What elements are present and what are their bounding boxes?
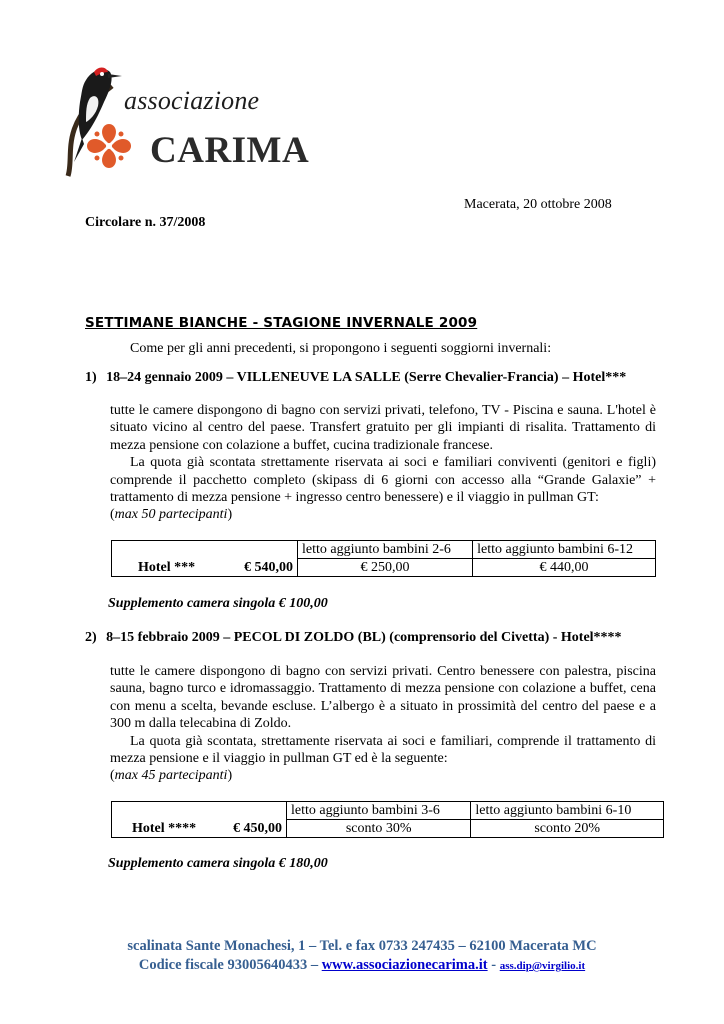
section-title: SETTIMANE BIANCHE - STAGIONE INVERNALE 2009	[85, 315, 478, 331]
offer-heading	[85, 370, 626, 386]
circular-number: Circolare n. 37/2008	[85, 215, 206, 230]
table-value: sconto 20%	[471, 820, 664, 838]
email-link[interactable]: ass.dip@virgilio.it	[499, 960, 586, 972]
logo-brand: CARIMA	[150, 130, 310, 171]
offer-paragraph: tutte le camere dispongono di bagno con servizi privati, telefono, TV - Piscina e sauna. L'hotel è situato vicino al centro del paese. Transfert gratuito per gli impianti di risalita. Trattamento di mezza pensione con colazione a buffet, cucina tradizionale francese.	[110, 403, 656, 453]
max-participants-text: max 50 partecipanti	[114, 507, 228, 523]
offer-heading	[85, 630, 622, 646]
association-logo	[52, 50, 310, 180]
hotel-price: € 540,00	[244, 560, 293, 575]
hotel-cell	[112, 802, 287, 838]
letter-date: Macerata, 20 ottobre 2008	[464, 197, 612, 212]
hotel-cell	[112, 541, 298, 577]
single-room-supplement: Supplemento camera singola € 180,00	[108, 856, 328, 871]
offer-description	[110, 402, 656, 524]
max-participants-text: max 45 partecipanti	[114, 768, 228, 784]
table-value: sconto 30%	[287, 820, 471, 838]
offer-number: 1)	[85, 370, 97, 385]
intro-text: Come per gli anni precedenti, si propongono i seguenti soggiorni invernali:	[130, 341, 552, 356]
offer-number: 2)	[85, 630, 97, 645]
website-link[interactable]: www.associazionecarima.it	[321, 957, 488, 973]
table-header: letto aggiunto bambini 6-10	[471, 802, 664, 820]
footer-address: scalinata Sante Monachesi, 1 – Tel. e fax 0733 247435 – 62100 Macerata MC	[127, 938, 597, 954]
offer-title: 8–15 febbraio 2009 – PECOL DI ZOLDO (BL) (comprensorio del Civetta) - Hotel****	[106, 630, 622, 645]
table-header: letto aggiunto bambini 2-6	[298, 541, 473, 559]
footer-tax-code: Codice fiscale 93005640433 –	[138, 957, 322, 973]
price-table	[111, 801, 664, 838]
offer-paragraph: La quota già scontata, strettamente riservata ai soci e familiari, comprende il trattamento di mezza pensione e il viaggio in pullman GT ed è la seguente:	[110, 733, 656, 767]
offer-paragraph: tutte le camere dispongono di bagno con servizi privati. Centro benessere con palestra, piscina sauna, bagno turco e idromassaggio. Trattamento di mezza pensione con colazione a buffet, cena con menu a scelta, bevande escluse. L’albergo è a situato in prossimità del centro del paese e a 300 m dalla telecabina di Zoldo.	[110, 664, 656, 732]
logo-word: associazione	[124, 86, 260, 115]
table-header: letto aggiunto bambini 3-6	[287, 802, 471, 820]
single-room-supplement: Supplemento camera singola € 100,00	[108, 596, 328, 611]
price-table	[111, 540, 656, 577]
table-value: € 250,00	[298, 559, 473, 577]
offer-paragraph: La quota già scontata strettamente riservata ai soci e familiari conviventi (genitori e figli) comprende il pacchetto completo (skipass di 6 giorni con accesso alla “Grande Galaxie” + trattamento di mezza pensione + ingresso centro benessere) e il viaggio in pullman GT:	[110, 455, 656, 506]
offer-title: 18–24 gennaio 2009 – VILLENEUVE LA SALLE (Serre Chevalier-Francia) – Hotel***	[106, 370, 627, 385]
hotel-price: € 450,00	[233, 821, 282, 836]
max-participants: (max 50 partecipanti)	[110, 507, 233, 523]
table-value: € 440,00	[473, 559, 656, 577]
footer-separator: -	[487, 957, 500, 973]
table-header: letto aggiunto bambini 6-12	[473, 541, 656, 559]
offer-description	[110, 663, 656, 785]
footer-contacts	[0, 957, 724, 974]
hotel-category: Hotel ****	[132, 821, 197, 836]
max-participants: (max 45 partecipanti)	[110, 768, 233, 784]
hotel-category: Hotel ***	[138, 560, 196, 575]
